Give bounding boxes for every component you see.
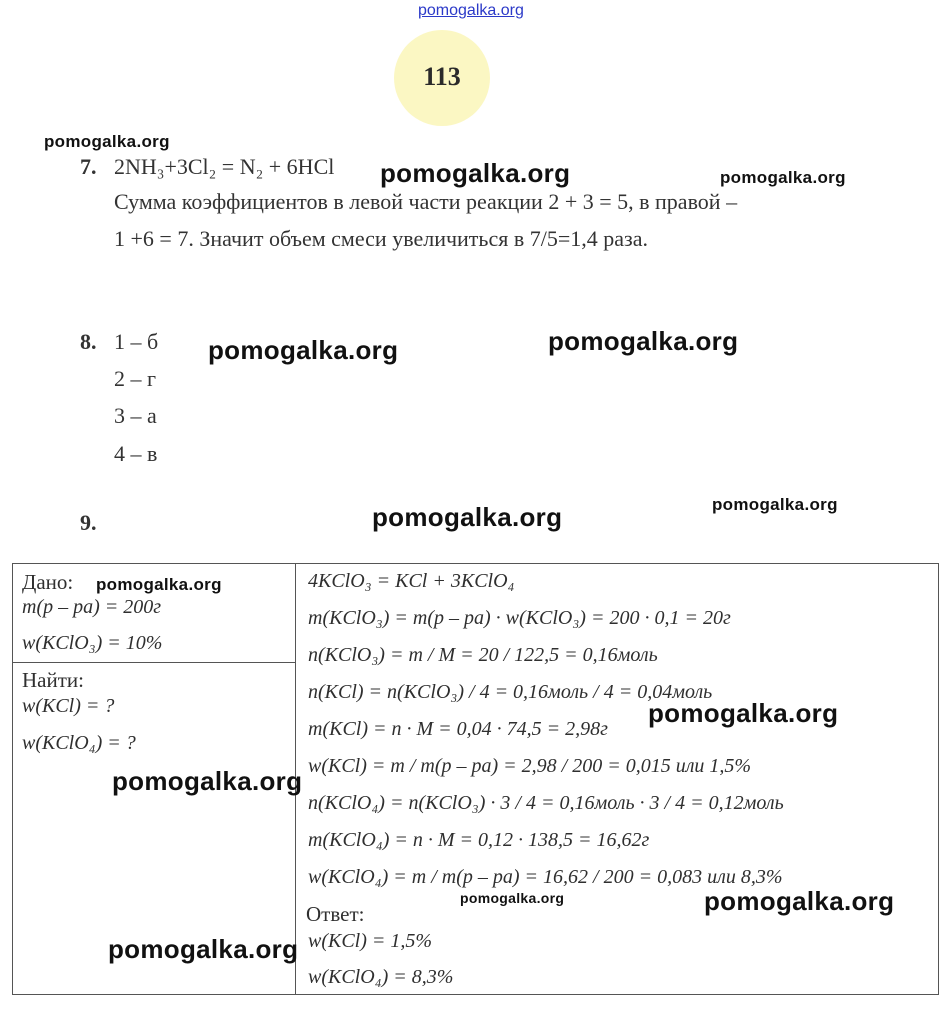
- solution-line: m(KCl) = n · M = 0,04 · 74,5 = 2,98г: [308, 718, 608, 740]
- solution-line: n(KClO₃) = m / M = 20 / 122,5 = 0,16моль: [308, 644, 658, 666]
- watermark: pomogalka.org: [380, 158, 571, 188]
- given-item: m(p – pa) = 200г: [22, 596, 162, 618]
- site-link-top[interactable]: pomogalka.org: [418, 2, 524, 19]
- answer-item: w(KCl) = 1,5%: [308, 930, 433, 952]
- watermark: pomogalka.org: [720, 168, 846, 187]
- watermark: pomogalka.org: [108, 934, 299, 964]
- task-8-answer: 3 – а: [114, 403, 157, 428]
- answer-item: w(KClO₄) = 8,3%: [308, 966, 454, 988]
- watermark: pomogalka.org: [704, 886, 895, 916]
- solution-line: 4KClO₃ = KCl + 3KClO₄: [308, 570, 515, 592]
- task-9-number: 9.: [80, 510, 97, 535]
- page-number: 113: [423, 62, 461, 91]
- answer-label: Ответ:: [306, 902, 365, 926]
- task-8-answer: 4 – в: [114, 441, 158, 466]
- task-8-answer: 2 – г: [114, 366, 157, 391]
- task-8-number: 8.: [80, 329, 97, 354]
- watermark: pomogalka.org: [44, 132, 170, 151]
- given-item: w(KClO₃) = 10%: [22, 632, 163, 654]
- watermark: pomogalka.org: [208, 335, 399, 365]
- watermark: pomogalka.org: [96, 575, 222, 594]
- watermark: pomogalka.org: [372, 502, 563, 532]
- task-7-equation: 2NH₃+3Cl₂ = N₂ + 6HCl: [114, 154, 335, 179]
- find-item: w(KClO₄) = ?: [22, 732, 136, 754]
- task-8-answer: 1 – б: [114, 329, 159, 354]
- task-7-line-1: Сумма коэффициентов в левой части реакции 2 + 3 = 5, в правой –: [114, 189, 738, 214]
- task-7-line-2: 1 +6 = 7. Значит объем смеси увеличиться в 7/5=1,4 раза.: [114, 226, 648, 251]
- find-label: Найти:: [22, 668, 84, 692]
- watermark: pomogalka.org: [712, 495, 838, 514]
- watermark: pomogalka.org: [648, 698, 839, 728]
- solution-line: w(KClO₄) = m / m(p – pa) = 16,62 / 200 = 0,083 или 8,3%: [308, 866, 783, 888]
- solution-line: w(KCl) = m / m(p – pa) = 2,98 / 200 = 0,015 или 1,5%: [308, 755, 752, 777]
- solution-line: m(KClO₄) = n · M = 0,12 · 138,5 = 16,62г: [308, 829, 650, 851]
- watermark: pomogalka.org: [460, 890, 565, 906]
- task-7-number: 7.: [80, 154, 97, 179]
- given-label: Дано:: [22, 570, 74, 594]
- table-divider-horizontal: [12, 662, 296, 663]
- solution-line: n(KClO₄) = n(KClO₃) · 3 / 4 = 0,16моль · 3 / 4 = 0,12моль: [308, 792, 784, 814]
- solution-line: m(KClO₃) = m(p – pa) · w(KClO₃) = 200 · 0,1 = 20г: [308, 607, 731, 629]
- watermark: pomogalka.org: [548, 326, 739, 356]
- find-item: w(KCl) = ?: [22, 695, 115, 717]
- watermark: pomogalka.org: [112, 766, 303, 796]
- solution-line: n(KCl) = n(KClO₃) / 4 = 0,16моль / 4 = 0,04моль: [308, 681, 713, 703]
